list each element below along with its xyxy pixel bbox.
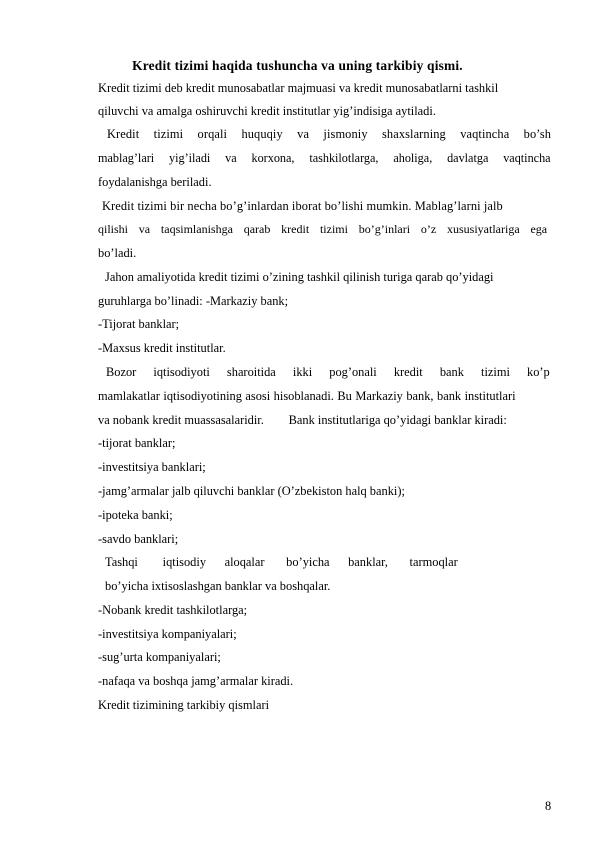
paragraph-line: guruhlarga bo’linadi: -Markaziy bank;: [98, 294, 289, 308]
paragraph-line: mablag’lari yig’iladi va korxona, tashkilotlarga, aholiga, davlatga vaqtincha: [98, 151, 551, 165]
list-item: -jamg’armalar jalb qiluvchi banklar (O’zbekiston halq banki);: [98, 484, 405, 498]
list-item: -Maxsus kredit institutlar.: [98, 341, 226, 355]
page-number: 8: [545, 799, 552, 813]
paragraph-line: Kredit tizimi deb kredit munosabatlar majmuasi va kredit munosabatlarni tashkil: [98, 81, 499, 95]
paragraph-line: va nobank kredit muassasalaridir. Bank institutlariga qo’yidagi banklar kiradi:: [98, 413, 507, 427]
list-item: -Nobank kredit tashkilotlarga;: [98, 603, 248, 617]
paragraph-line: foydalanishga beriladi.: [98, 175, 212, 189]
paragraph-line: qiluvchi va amalga oshiruvchi kredit institutlar yig’indisiga aytiladi.: [98, 104, 436, 118]
list-item: -ipoteka banki;: [98, 508, 173, 522]
list-item: -sug’urta kompaniyalari;: [98, 650, 221, 664]
paragraph-line: Kredit tizimi bir necha bo’g’inlardan iborat bo’lishi mumkin. Mablag’larni jalb: [102, 199, 503, 213]
paragraph-line: bo’ladi.: [98, 246, 137, 260]
paragraph-line: Kredit tizimining tarkibiy qismlari: [98, 698, 270, 712]
paragraph-line: mamlakatlar iqtisodiyotining asosi hisoblanadi. Bu Markaziy bank, bank institutlari: [98, 389, 516, 403]
list-item: -savdo banklari;: [98, 532, 179, 546]
list-item: -nafaqa va boshqa jamg’armalar kiradi.: [98, 674, 294, 688]
paragraph-line: bo’yicha ixtisoslashgan banklar va boshqalar.: [105, 579, 331, 593]
paragraph-line: Tashqi iqtisodiy aloqalar bo’yicha banklar, tarmoqlar: [105, 555, 458, 569]
paragraph-line: Bozor iqtisodiyoti sharoitida ikki pog’onali kredit bank tizimi ko’p: [106, 365, 550, 379]
list-item: -tijorat banklar;: [98, 436, 176, 450]
paragraph-line: Kredit tizimi orqali huquqiy va jismoniy shaxslarning vaqtincha bo’sh: [107, 127, 552, 141]
page-title: Kredit tizimi haqida tushuncha va uning tarkibiy qismi.: [132, 58, 463, 73]
list-item: -investitsiya banklari;: [98, 460, 206, 474]
paragraph-line: Jahon amaliyotida kredit tizimi o’zining tashkil qilinish turiga qarab qo’yidagi: [105, 270, 494, 284]
list-item: -investitsiya kompaniyalari;: [98, 627, 237, 641]
list-item: -Tijorat banklar;: [98, 317, 180, 331]
paragraph-line: qilishi va taqsimlanishga qarab kredit tizimi bo’g’inlari o’z xususiyatlariga ega: [98, 222, 548, 236]
